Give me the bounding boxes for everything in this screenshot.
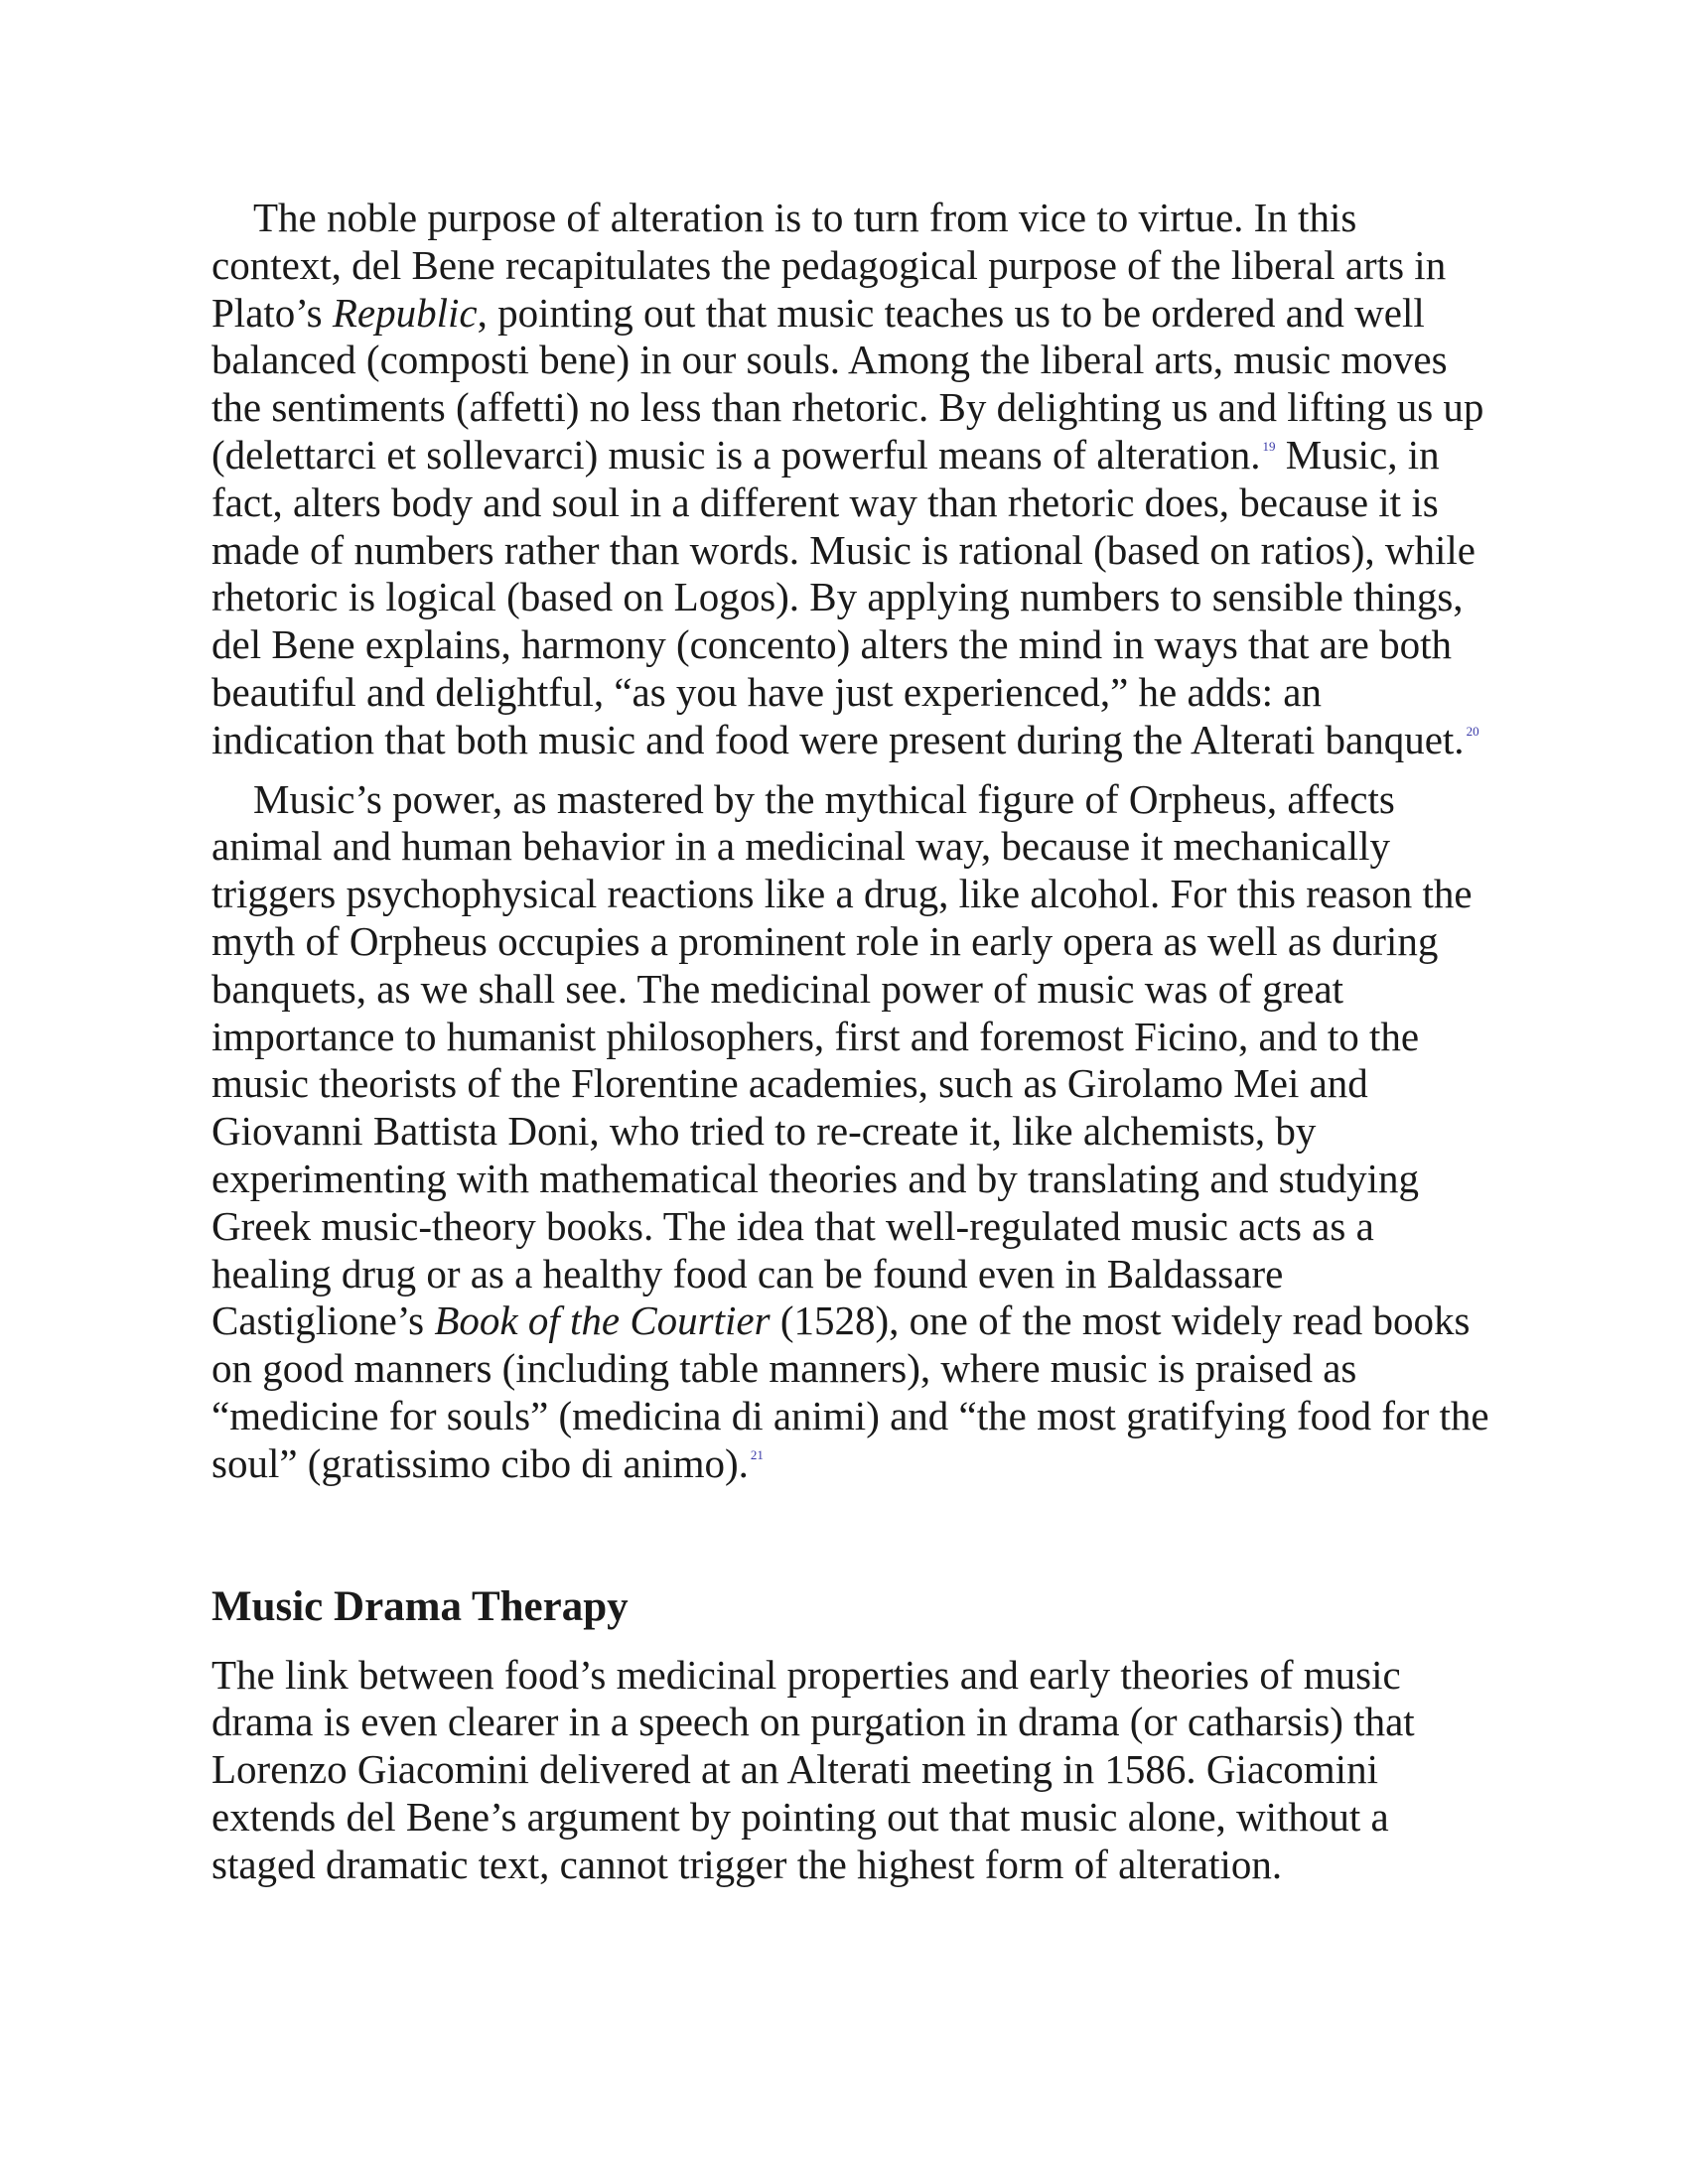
footnote-ref-link[interactable]: 21 bbox=[750, 1446, 764, 1462]
section-heading: Music Drama Therapy bbox=[211, 1582, 629, 1630]
italic-title: Republic bbox=[332, 289, 478, 336]
section-body-paragraphs bbox=[211, 1652, 1492, 1889]
paragraph-text: , pointing out that music teaches us to be ordered and well balanced (composti bene) in our souls. Among the liberal arts, music moves the sentiments (affetti) no less than rhetoric. By delighting us and lifting us up (delettarci et sollevarci) music is a powerful means of alteration. bbox=[211, 289, 1484, 478]
paragraph bbox=[211, 1652, 1492, 1889]
paragraph-text: The noble purpose of alteration is to turn from vice to virtue. In this context, del Bene recapitulates the pedagogical purpose of the liberal arts in Plato’s bbox=[211, 195, 1447, 336]
paragraph-text: (1528), one of the most widely read books on good manners (including table manners), where music is praised as “medicine for souls” (medicina di animi) and “the most gratifying food for the soul” (gratissimo cibo di animo). bbox=[211, 1297, 1489, 1486]
paragraph-text: The link between food’s medicinal properties and early theories of music drama is even clearer in a speech on purgation in drama (or catharsis) that Lorenzo Giacomini delivered at an Alterati meeting in 1586. Giacomini extends del Bene’s argument by pointing out that music alone, without a staged dramatic text, cannot trigger the highest form of alteration. bbox=[211, 1651, 1415, 1887]
footnote-ref-link[interactable]: 19 bbox=[1262, 438, 1276, 454]
footnote-ref-link[interactable]: 20 bbox=[1466, 723, 1479, 739]
paragraph bbox=[211, 776, 1492, 1488]
body-paragraphs bbox=[211, 195, 1492, 1488]
paragraph bbox=[211, 195, 1492, 764]
paragraph-text: Music’s power, as mastered by the mythical figure of Orpheus, affects animal and human behavior in a medicinal way, because it mechanically triggers psychophysical reactions like a drug, like alcohol. For this reason the myth of Orpheus occupies a prominent role in early opera as well as during banquets, as we shall see. The medicinal power of music was of great importance to humanist philosophers, first and foremost Ficino, and to the music theorists of the Florentine academies, such as Girolamo Mei and Giovanni Battista Doni, who tried to re-create it, like alchemists, by experimenting with mathematical theories and by translating and studying Greek music-theory books. The idea that well-regulated music acts as a healing drug or as a healthy food can be found even in Baldassare Castiglione’s bbox=[211, 775, 1473, 1344]
paragraph-text: Music, in fact, alters body and soul in a different way than rhetoric does, because it is made of numbers rather than words. Music is rational (based on ratios), while rhetoric is logical (based on Logos). By applying numbers to sensible things, del Bene explains, harmony (concento) alters the mind in ways that are both beautiful and delightful, “as you have just experienced,” he adds: an indication that both music and food were present during the Alterati banquet. bbox=[211, 431, 1476, 762]
italic-title: Book of the Courtier bbox=[434, 1297, 771, 1344]
document-page bbox=[211, 195, 1492, 1901]
